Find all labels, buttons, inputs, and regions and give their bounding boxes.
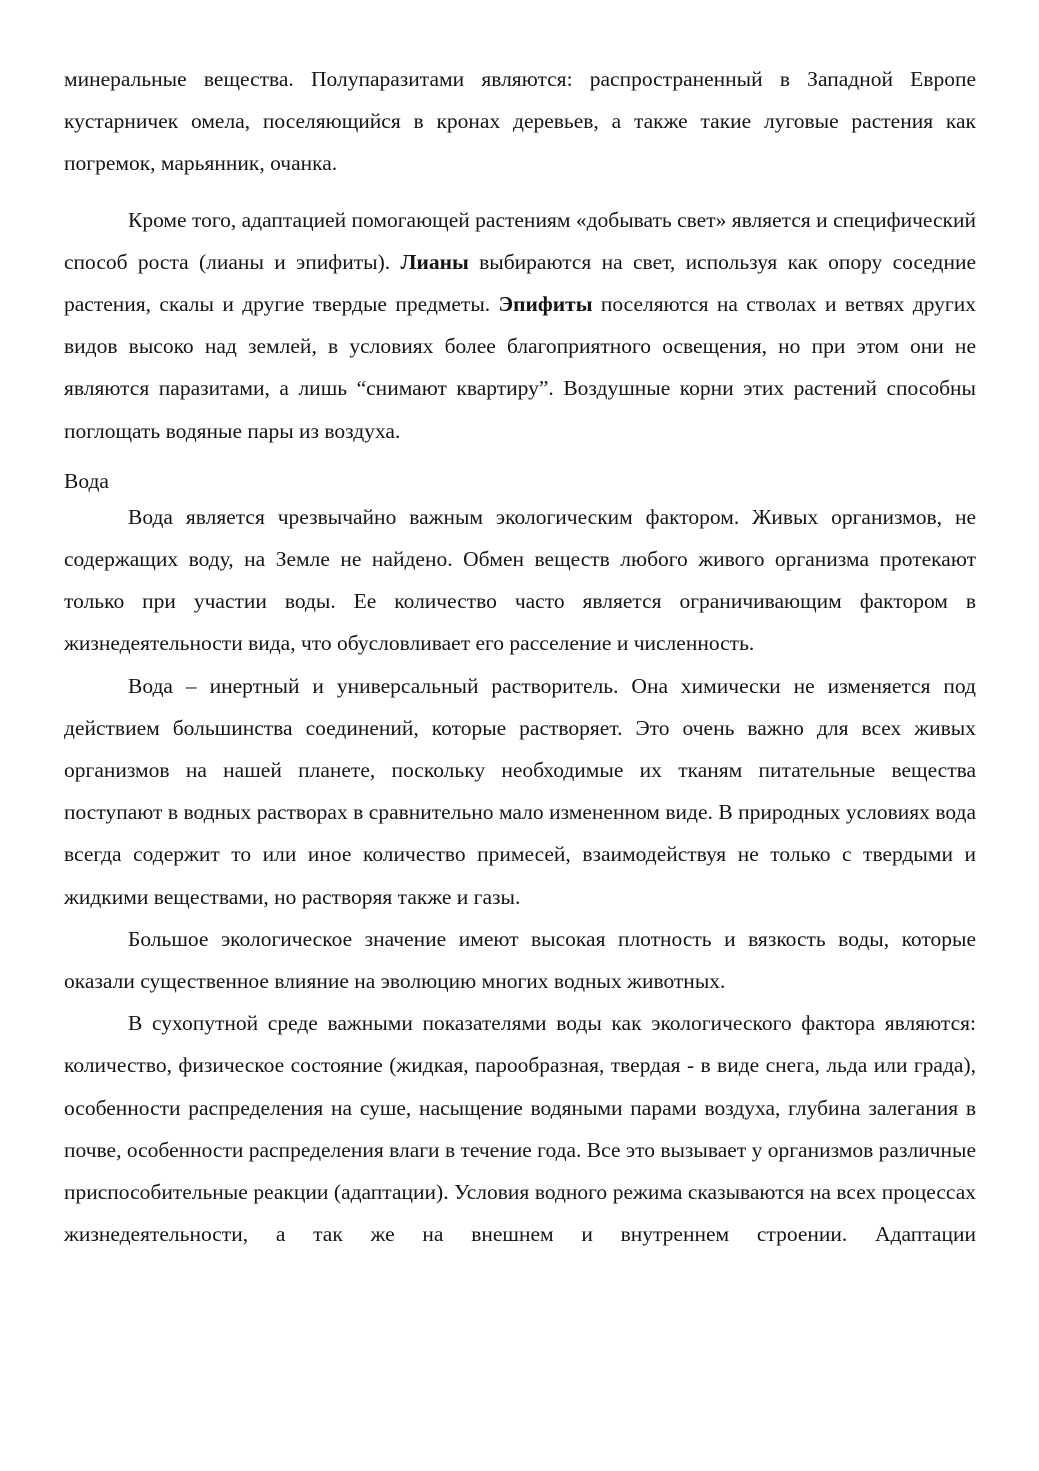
paragraph-land-environment: В сухопутной среде важными показателями воды как экологического фактора являются: количество, физическое состояние (жидкая, парообразная, твердая - в виде снега, льда или града), особенности распределения на суше, насыщение водяными парами воздуха, глубина залегания в почве, особенности распределения влаги в течение года. Все это вызывает у организмов различные приспособительные реакции (адаптации). Условия водного режима сказываются на всех процессах жизнедеятельности, а так же на внешнем и внутреннем строении. Адаптации bbox=[64, 1011, 976, 1247]
term-epiphytes: Эпифиты bbox=[498, 292, 593, 317]
paragraph-water-solvent: Вода – инертный и универсальный растворитель. Она химически не изменяется под действием большинства соединений, которые растворяет. Это очень важно для всех живых организмов на нашей планете, поскольку необходимые их тканям питательные вещества поступают в водных растворах в сравнительно мало измененном виде. В природных условиях вода всегда содержит то или иное количество примесей, взаимодействуя не только с твердыми и жидкими веществами, но растворяя также и газы. bbox=[64, 673, 976, 909]
paragraph-water-importance: Вода является чрезвычайно важным экологическим фактором. Живых организмов, не содержащих воду, на Земле не найдено. Обмен веществ любого живого организма протекают только при участии воды. Ее количество часто является ограничивающим фактором в жизнедеятельности вида, что обусловливает его расселение и численность. bbox=[64, 504, 976, 656]
text-segment: поселяются на стволах и ветвях других видов высоко над землей, в условиях более благоприятного освещения, но при этом они не являются паразитами, а лишь “снимают квартиру”. Воздушные корни этих растений способны поглощать водяные пары из воздуха. bbox=[64, 292, 976, 443]
document-page bbox=[64, 58, 976, 1255]
paragraph-parasites: минеральные вещества. Полупаразитами являются: распространенный в Западной Европе кустарничек омела, поселяющийся в кронах деревьев, а также такие луговые растения как погремок, марьянник, очанка. bbox=[64, 67, 976, 176]
paragraph-density-viscosity: Большое экологическое значение имеют высокая плотность и вязкость воды, которые оказали существенное влияние на эволюцию многих водных животных. bbox=[64, 926, 976, 994]
text-segment: Кроме того, адаптацией помогающей растениям «добывать свет» является и специфический способ роста (лианы и эпифиты). bbox=[64, 207, 976, 274]
paragraph-lianas-epiphytes bbox=[64, 199, 976, 452]
text-segment: выбираются на свет, используя как опору соседние растения, скалы и другие твердые предметы. bbox=[64, 249, 977, 317]
term-lianas: Лианы bbox=[400, 249, 469, 274]
section-heading-water: Вода bbox=[64, 468, 109, 493]
